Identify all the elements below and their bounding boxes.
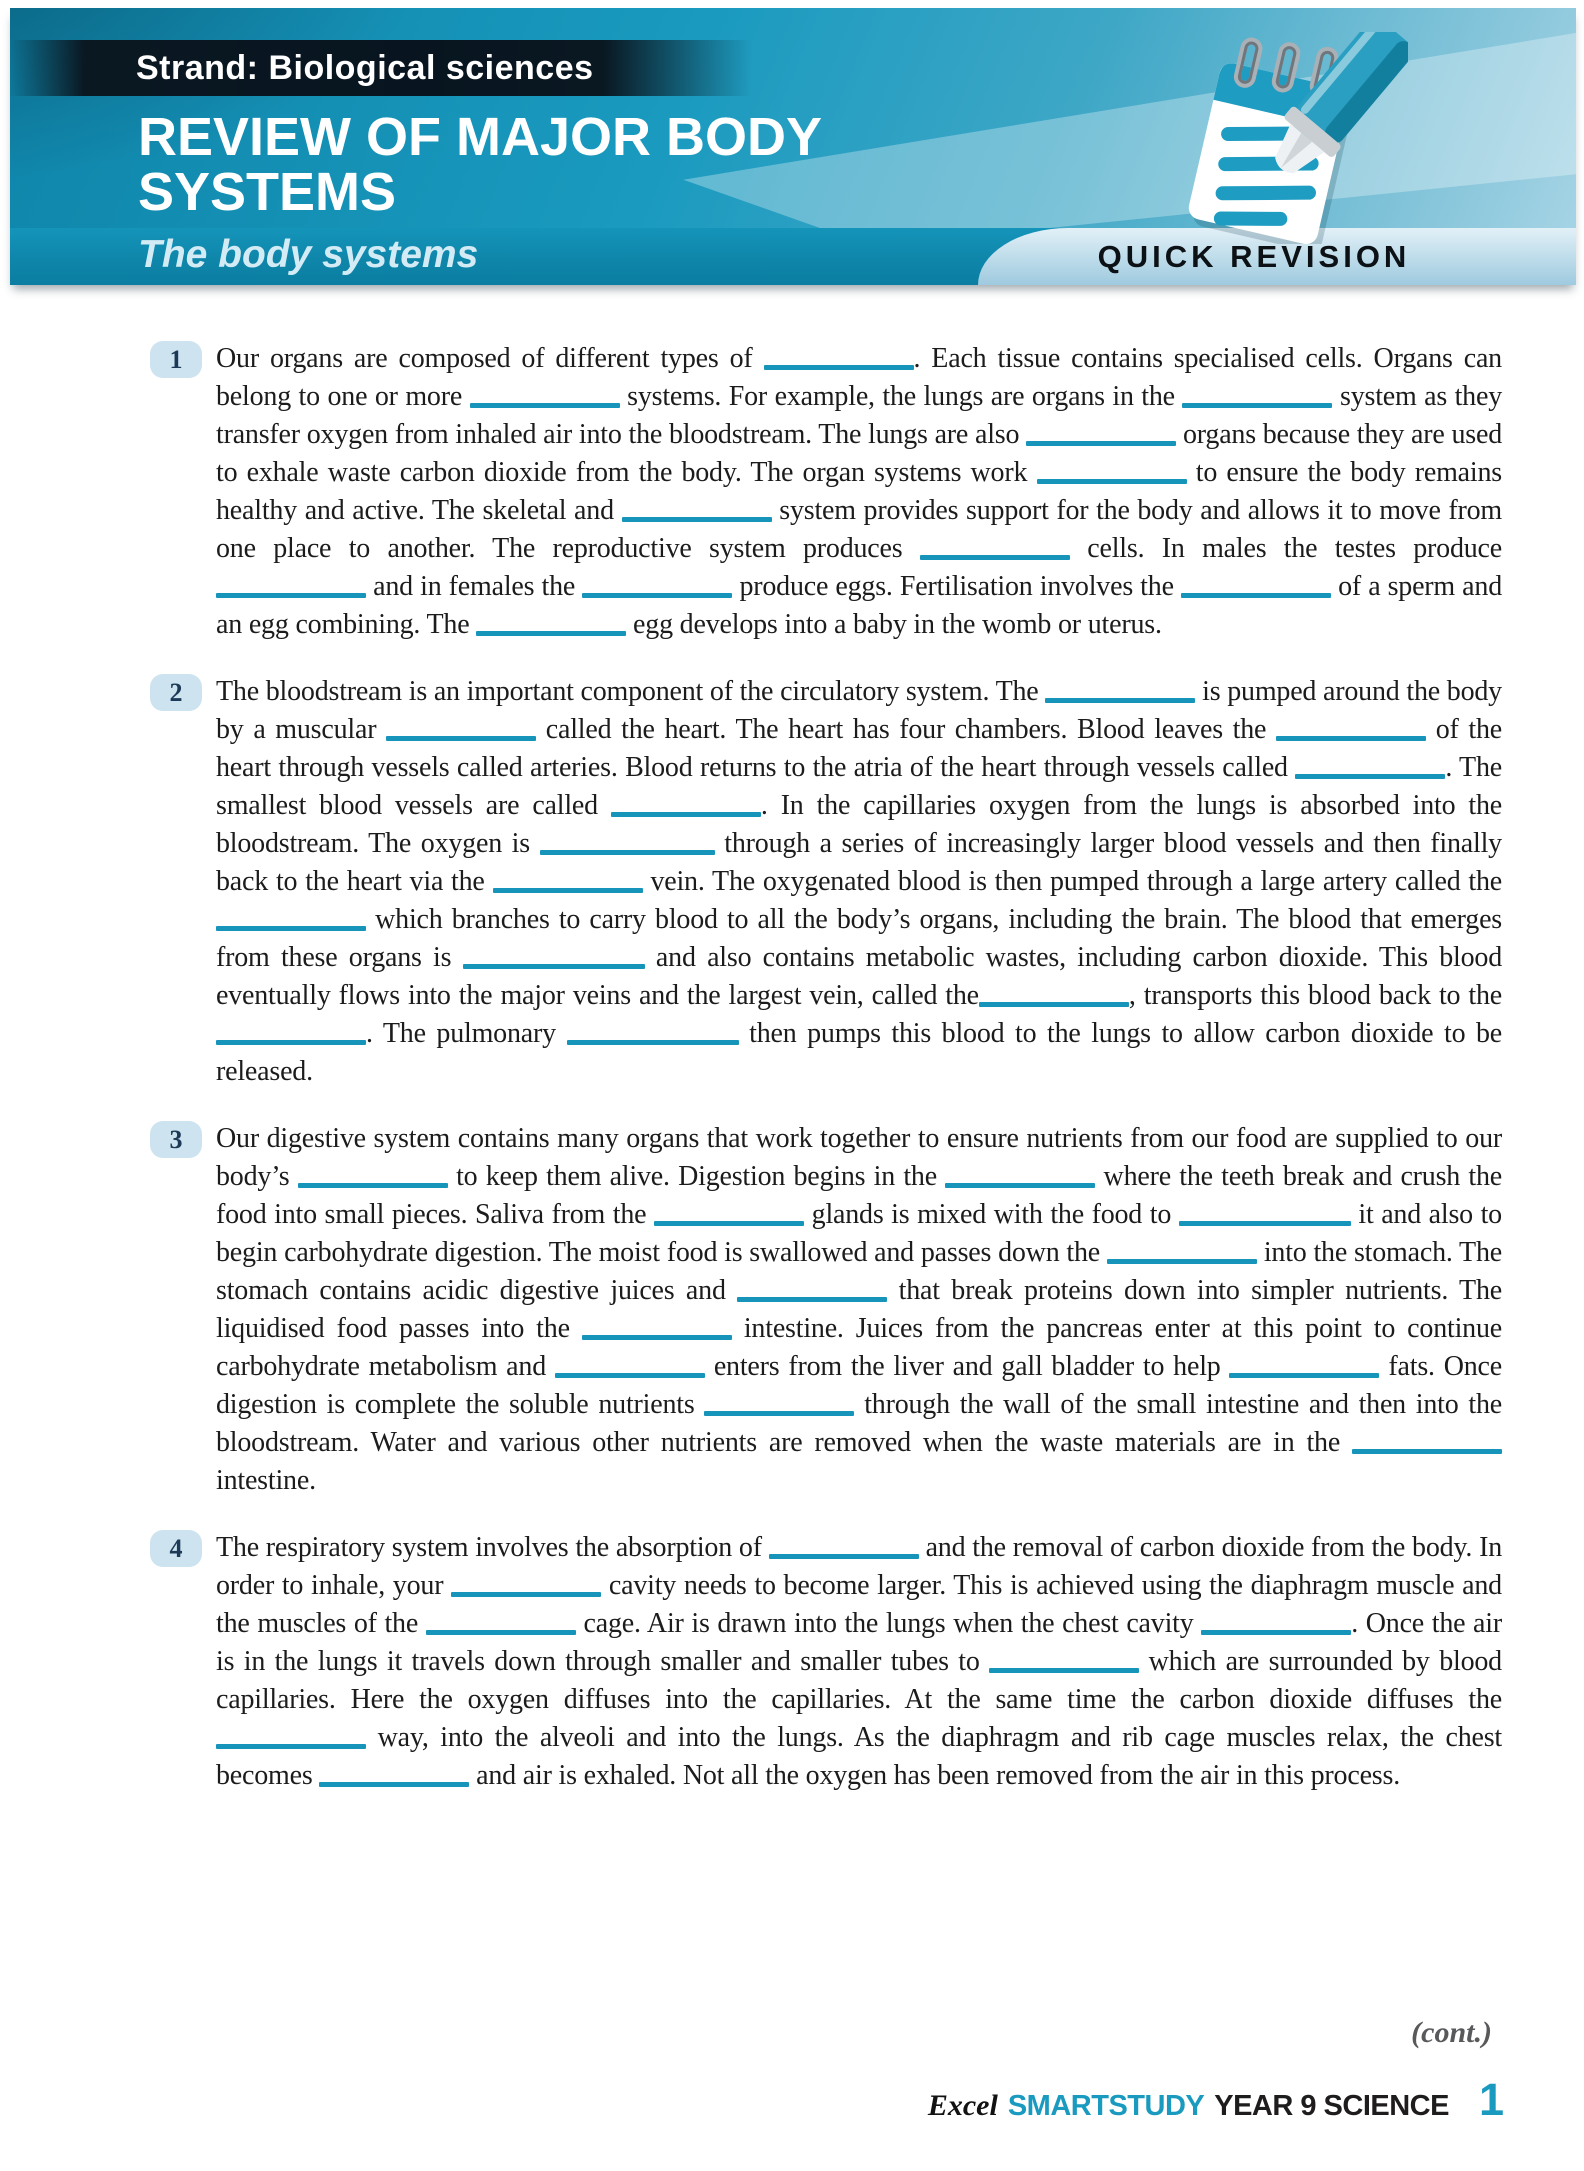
answer-blank [945, 1183, 1095, 1188]
answer-blank [1107, 1259, 1257, 1264]
page-title-line1: REVIEW OF MAJOR BODY [138, 107, 823, 167]
answer-blank [555, 1373, 705, 1378]
strand-label: Strand: Biological sciences [136, 48, 594, 87]
answer-blank [1026, 441, 1176, 446]
answer-blank [1276, 736, 1426, 741]
answer-blank [1181, 593, 1331, 598]
answer-blank [764, 365, 914, 370]
answer-blank [582, 593, 732, 598]
question-number-badge: 2 [150, 674, 202, 711]
page-title-line2: SYSTEMS [138, 162, 397, 222]
answer-blank [540, 850, 715, 855]
answer-blank [737, 1297, 887, 1302]
answer-blank [1182, 403, 1332, 408]
answer-blank [622, 517, 772, 522]
question-item-4 [150, 1529, 1502, 1795]
answer-blank [567, 1040, 739, 1045]
question-number-badge: 4 [150, 1530, 202, 1567]
answer-blank [920, 555, 1070, 560]
answer-blank [989, 1668, 1139, 1673]
answer-blank [611, 812, 761, 817]
answer-blank [1352, 1449, 1502, 1454]
question-text: Our digestive system contains many organs that work together to ensure nutrients from our food are supplied to our body’s to keep them alive. Digestion begins in the where the teeth break and crush the food into small pieces. Saliva from the glands is mixed with the food to it and also to begin carbohydrate digestion. The moist food is swallowed and passes down the into the stomach. The stomach contains acidic digestive juices and that break proteins down into simpler nutrients. The liquidised food passes into the intestine. Juices from the pancreas enter at this point to continue carbohydrate metabolism and enters from the liver and gall bladder to help fats. Once digestion is complete the soluble nutrients through the wall of the small intestine and then into the bloodstream. Water and various other nutrients are removed when the waste materials are in the intestine. [216, 1123, 1502, 1496]
brand-series: YEAR 9 SCIENCE [1214, 2090, 1449, 2122]
answer-blank [493, 888, 643, 893]
header [10, 8, 1576, 285]
question-item-3 [150, 1120, 1502, 1500]
question-item-1 [150, 340, 1502, 644]
answer-blank [216, 593, 366, 598]
answer-blank [216, 1744, 366, 1749]
quick-revision-label: QUICK REVISION [1097, 238, 1411, 274]
question-text: The bloodstream is an important component of the circulatory system. The is pumped around the body by a muscular called the heart. The heart has four chambers. Blood leaves the of the heart through vessels called arteries. Blood returns to the atria of the heart through vessels called . The smallest blood vessels are called . In the capillaries oxygen from the lungs is absorbed into the bloodstream. The oxygen is through a series of increasingly larger blood vessels and then finally back to the heart via the vein. The oxygenated blood is then pumped through a large artery called the which branches to carry blood to all the body’s organs, including the brain. The blood that emerges from these organs is and also contains metabolic wastes, including carbon dioxide. This blood eventually flows into the major veins and the largest vein, called the , transports this blood back to the . The pulmonary then pumps this blood to the lungs to allow carbon dioxide to be released. [216, 676, 1503, 1087]
answer-blank [476, 631, 626, 636]
continued-note: (cont.) [1411, 2016, 1492, 2049]
question-text: The respiratory system involves the absorption of and the removal of carbon dioxide from the body. In order to inhale, your cavity needs to become larger. This is achieved using the diaphragm muscle and the muscles of the cage. Air is drawn into the lungs when the chest cavity . Once the air is in the lungs it travels down through smaller and smaller tubes to which are surrounded by blood capillaries. Here the oxygen diffuses into the capillaries. At the same time the carbon dioxide diffuses the way, into the alveoli and into the lungs. As the diaphragm and rib cage muscles relax, the chest becomes and air is exhaled. Not all the oxygen has been removed from the air in this process. [216, 1532, 1502, 1791]
answer-blank [451, 1592, 601, 1597]
answer-blank [1229, 1373, 1379, 1378]
page-number: 1 [1478, 2074, 1504, 2125]
answer-blank [769, 1554, 919, 1559]
answer-blank [1037, 479, 1187, 484]
answer-blank [1045, 698, 1195, 703]
answer-blank [1295, 774, 1445, 779]
brand-excel: Excel [927, 2089, 998, 2122]
question-item-2 [150, 673, 1502, 1091]
strand-banner [10, 40, 752, 96]
question-text: Our organs are composed of different types of . Each tissue contains specialised cells. Organs can belong to one or more systems. For example, the lungs are organs in the system as they transfer oxygen from inhaled air into the bloodstream. The lungs are also organs because they are used to exhale waste carbon dioxide from the body. The organ systems work to ensure the body remains healthy and active. The skeletal and system provides support for the body and allows it to move from one place to another. The reproductive system produces cells. In males the testes produce and in females the produce eggs. Fertilisation involves the of a sperm and an egg combining. The egg develops into a baby in the womb or uterus. [216, 343, 1502, 640]
answer-blank [386, 736, 536, 741]
answer-blank [216, 1040, 366, 1045]
answer-blank [216, 926, 366, 931]
answer-blank [1201, 1630, 1351, 1635]
notebook-highlighter-icon [1150, 32, 1408, 244]
brand-smartstudy: SMARTSTUDY [1007, 2090, 1205, 2122]
answer-blank [654, 1221, 804, 1226]
question-number-badge: 1 [150, 341, 202, 378]
worksheet-body [0, 340, 1584, 1824]
answer-blank [704, 1411, 854, 1416]
answer-blank [1179, 1221, 1351, 1226]
answer-blank [463, 964, 645, 969]
answer-blank [582, 1335, 732, 1340]
subtitle: The body systems [138, 233, 479, 276]
question-number-badge: 3 [150, 1121, 202, 1158]
answer-blank [470, 403, 620, 408]
footer [928, 2074, 1504, 2126]
answer-blank [426, 1630, 576, 1635]
page-title [138, 107, 823, 222]
answer-blank [979, 1002, 1129, 1007]
answer-blank [298, 1183, 448, 1188]
answer-blank [319, 1782, 469, 1787]
